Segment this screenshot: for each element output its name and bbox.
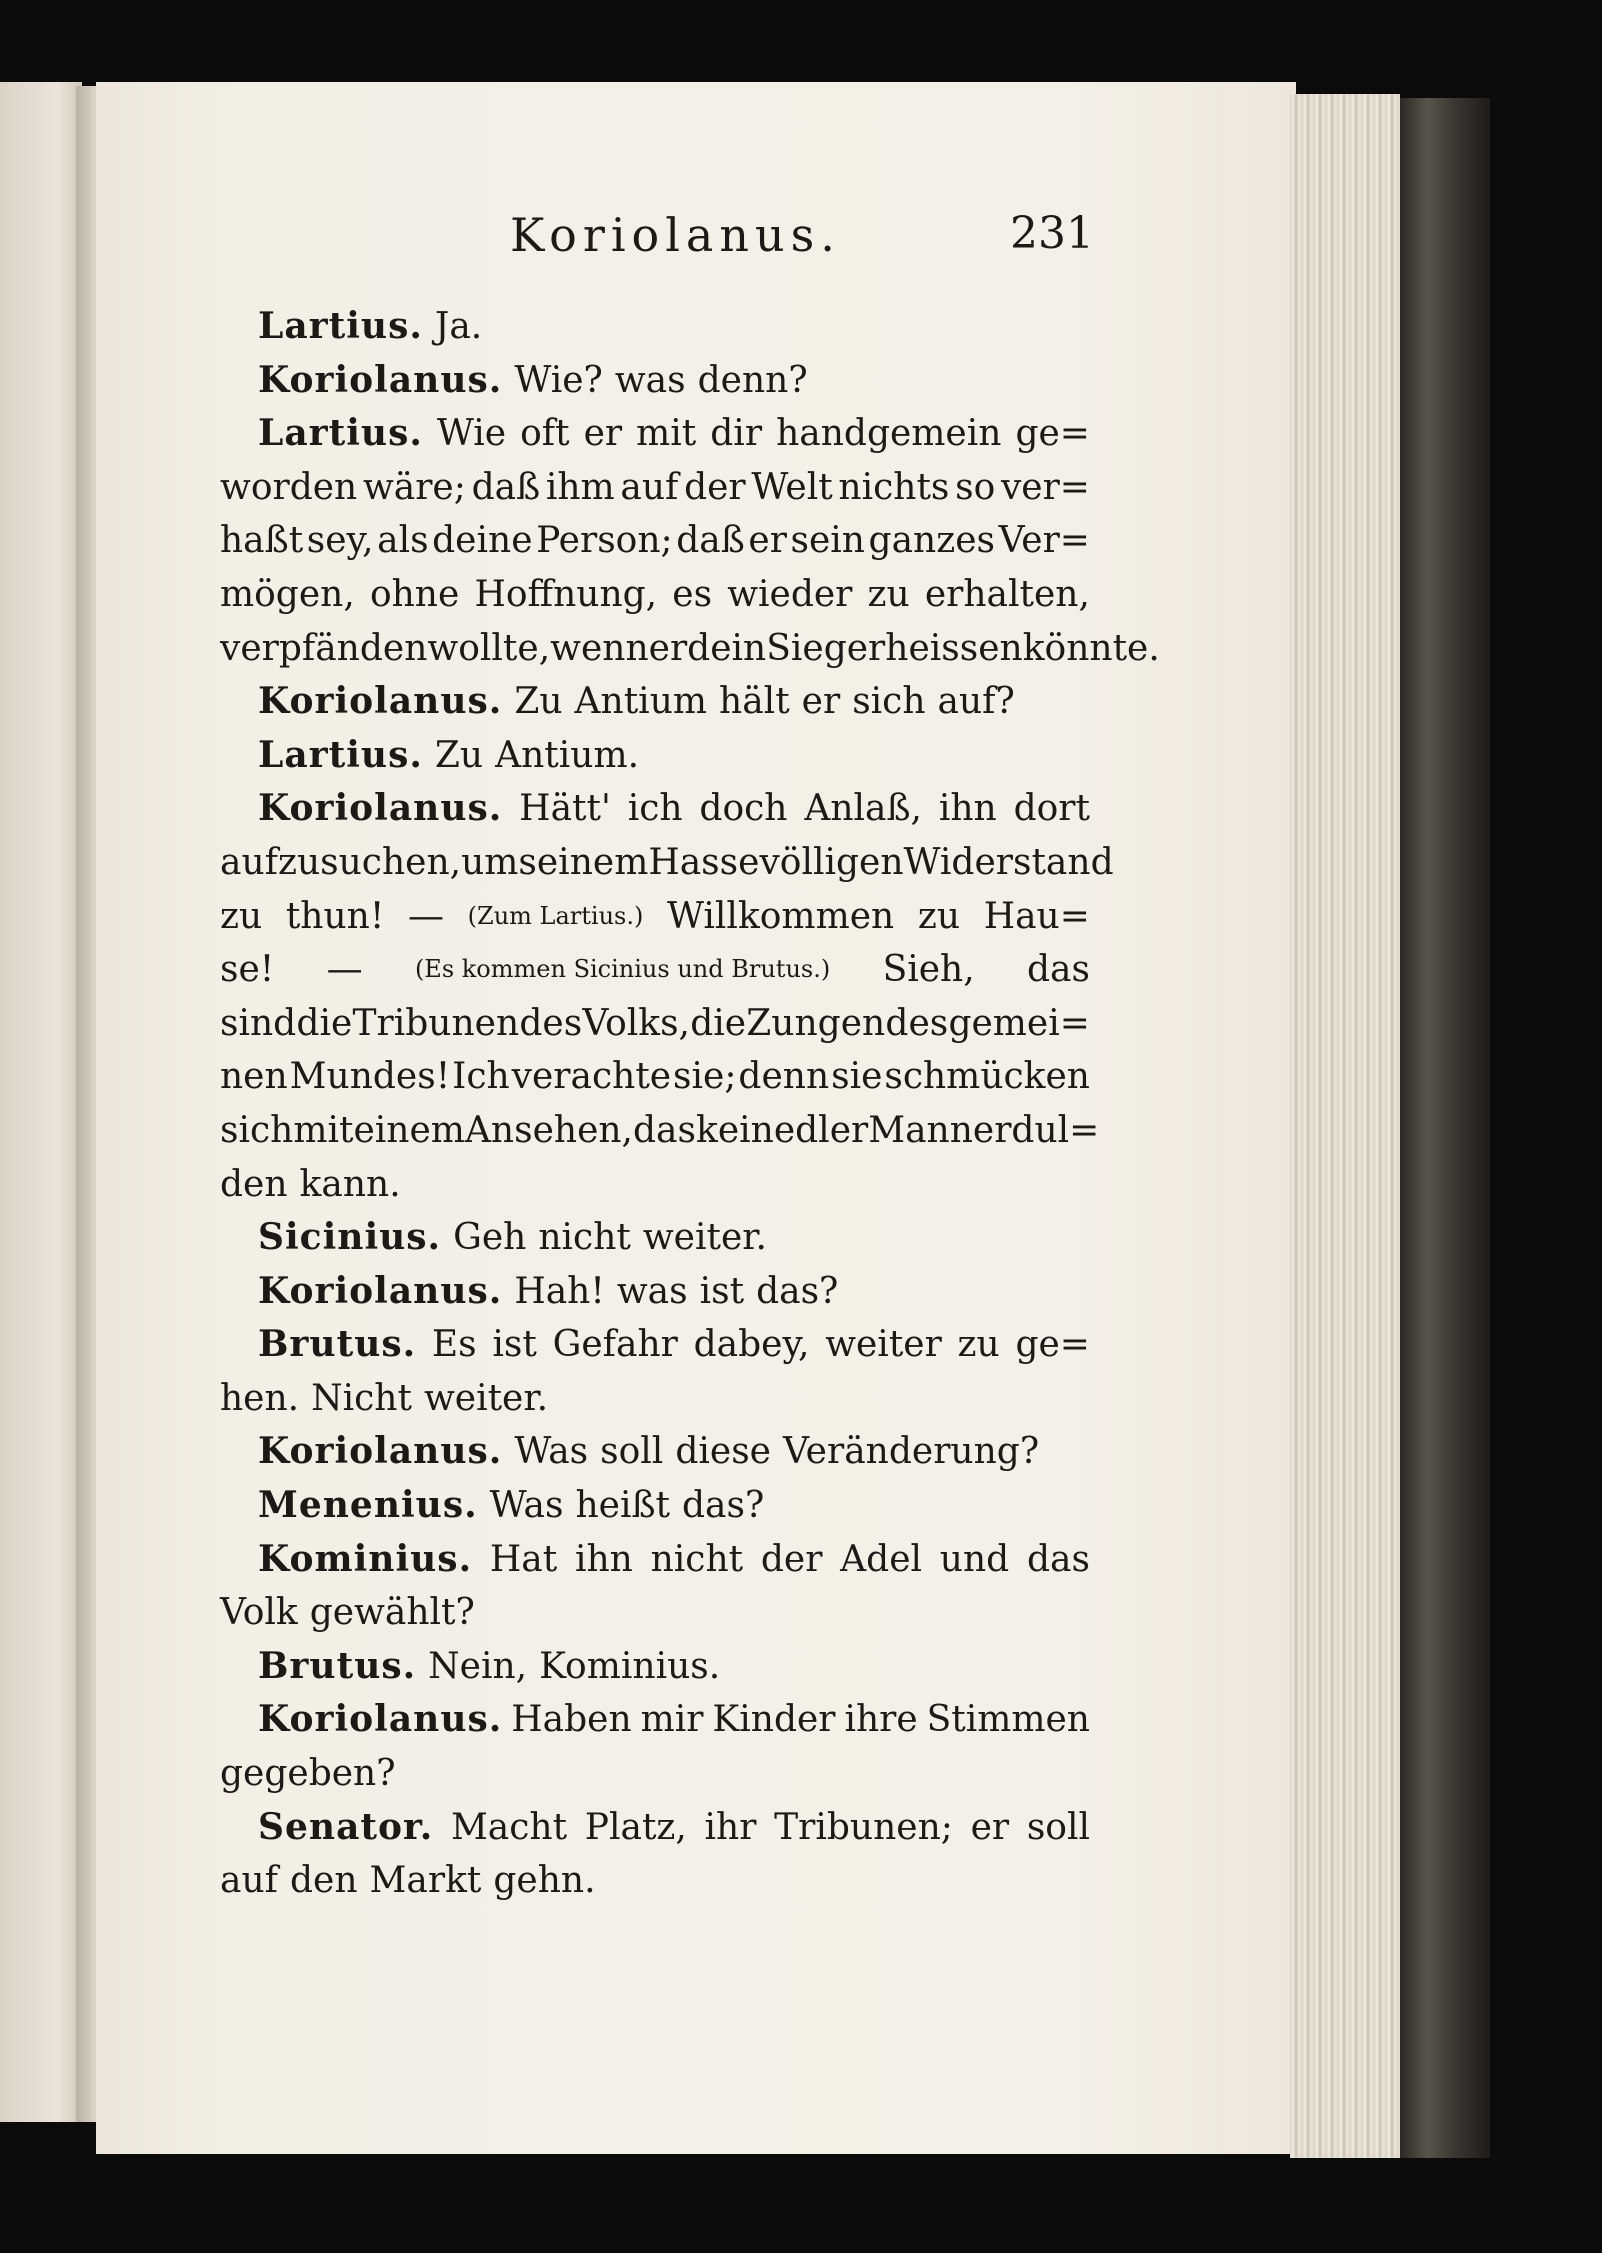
word: Zungen xyxy=(746,1002,886,1044)
word: wieder xyxy=(727,573,853,615)
word: zu xyxy=(957,1324,1000,1366)
word: Platz, xyxy=(584,1806,687,1848)
word: Widerstand xyxy=(903,841,1114,883)
word: ihn xyxy=(938,788,997,830)
word: Anlaß, xyxy=(804,788,922,830)
word: Willkommen xyxy=(667,895,895,937)
word: und xyxy=(939,1538,1010,1580)
text-line xyxy=(220,407,1090,461)
text-line xyxy=(220,1265,1090,1319)
word: Kinder xyxy=(712,1699,836,1741)
word: sich xyxy=(852,681,926,723)
speaker-name: Koriolanus. xyxy=(258,358,503,401)
word: Ja. xyxy=(434,306,483,347)
word: Tribunen; xyxy=(774,1806,953,1848)
word: das xyxy=(1026,1538,1090,1580)
word: Haben xyxy=(511,1699,632,1741)
word: einem xyxy=(353,1109,465,1151)
word: er xyxy=(748,520,787,562)
stage-direction: (Es kommen Sicinius und Brutus.) xyxy=(414,955,831,984)
text-line xyxy=(220,1050,1090,1104)
word: ohne xyxy=(369,573,460,615)
running-title: Koriolanus. xyxy=(510,208,841,262)
word: ihre xyxy=(844,1699,918,1741)
word: doch xyxy=(699,788,788,830)
text-line xyxy=(220,1854,1090,1908)
speaker-name: Brutus. xyxy=(258,1644,417,1687)
word: ist xyxy=(492,1324,537,1366)
word: deine xyxy=(432,520,533,562)
word: heissen xyxy=(885,627,1023,669)
text-line xyxy=(220,622,1160,676)
page-edges xyxy=(1290,94,1400,2158)
word: Sieh, xyxy=(882,949,975,991)
word: das xyxy=(1027,949,1090,991)
word: verachte xyxy=(511,1056,672,1098)
word: Mundes! xyxy=(289,1056,451,1098)
word: Was xyxy=(489,1485,564,1527)
word: daß xyxy=(676,520,745,562)
word: mögen, xyxy=(220,573,355,615)
word: der xyxy=(760,1538,823,1580)
text-line xyxy=(220,568,1090,622)
word: — xyxy=(408,895,444,937)
speaker-name: Sicinius. xyxy=(258,1216,442,1259)
word: denn xyxy=(738,1056,830,1098)
speaker-name: Lartius. xyxy=(258,305,423,347)
word: des xyxy=(885,1002,949,1044)
text-line xyxy=(220,354,1090,408)
word: handgemein xyxy=(776,413,1002,455)
word: aufzusuchen, xyxy=(220,841,462,883)
word: er xyxy=(970,1806,1010,1848)
text-line xyxy=(220,943,1090,997)
word: se! xyxy=(220,949,275,991)
word: Volk xyxy=(220,1592,298,1634)
word: so xyxy=(955,466,996,508)
word: Tribunen xyxy=(352,1002,520,1044)
word: thun! xyxy=(285,895,385,937)
word: des xyxy=(519,1002,583,1044)
word: den xyxy=(289,1860,358,1902)
word: erdul= xyxy=(972,1109,1100,1151)
word: es xyxy=(672,573,713,615)
word: Ich xyxy=(452,1056,510,1098)
word: erhalten, xyxy=(924,573,1090,615)
word: ihn xyxy=(574,1538,633,1580)
word: Gefahr xyxy=(552,1324,678,1366)
text-line xyxy=(220,675,1090,729)
word: dort xyxy=(1013,788,1090,830)
word: als xyxy=(377,520,429,562)
word: schmücken xyxy=(884,1056,1090,1098)
word: mir xyxy=(640,1699,704,1741)
word: wäre; xyxy=(362,466,466,508)
word: seinem xyxy=(518,841,649,883)
word: edler xyxy=(773,1109,869,1151)
word: ganzes xyxy=(868,520,995,562)
word: Volks, xyxy=(582,1002,690,1044)
word: Macht xyxy=(450,1806,568,1848)
word: Zu xyxy=(434,734,484,776)
word: das xyxy=(633,1109,696,1151)
word: wollte, xyxy=(427,627,551,669)
word: zu xyxy=(867,573,910,615)
word: auf? xyxy=(937,681,1015,723)
speaker-name: Koriolanus. xyxy=(258,680,503,723)
word: diese xyxy=(675,1431,771,1473)
word: kein xyxy=(696,1109,774,1151)
page-number: 231 xyxy=(1010,208,1094,259)
word: Wie? xyxy=(514,359,603,401)
text-line xyxy=(220,1211,1090,1265)
text-line xyxy=(220,997,1090,1051)
word: Antium xyxy=(574,681,708,723)
word: er xyxy=(801,681,841,723)
word: soll xyxy=(600,1431,664,1473)
speaker-name: Menenius. xyxy=(258,1484,478,1527)
speaker-name: Koriolanus. xyxy=(258,1430,503,1473)
word: Hah! xyxy=(514,1270,605,1312)
text-line xyxy=(220,1479,1090,1533)
word: Welt xyxy=(751,466,833,508)
word: Nicht xyxy=(311,1377,412,1419)
speaker-name: Brutus. xyxy=(258,1323,417,1366)
word: dir xyxy=(710,413,763,455)
word: Hasse xyxy=(648,841,760,883)
word: sie; xyxy=(673,1056,737,1098)
word: daß xyxy=(471,466,541,508)
word: Es xyxy=(431,1324,477,1366)
word: nen xyxy=(220,1056,288,1098)
text-line xyxy=(220,461,1090,515)
text-line xyxy=(220,300,1090,354)
word: Kominius. xyxy=(539,1645,721,1687)
text-line xyxy=(220,1693,1090,1747)
word: Markt xyxy=(369,1860,482,1902)
page-header xyxy=(220,208,1100,278)
word: ihm xyxy=(545,466,615,508)
word: Ver= xyxy=(998,520,1090,562)
word: auf xyxy=(620,466,679,508)
text-line xyxy=(220,836,1114,890)
speaker-name: Koriolanus. xyxy=(258,1269,503,1312)
word: er xyxy=(648,627,688,669)
word: wenn xyxy=(550,627,649,669)
text-line xyxy=(220,1104,1100,1158)
word: mit xyxy=(293,1109,354,1151)
word: könnte. xyxy=(1022,627,1160,669)
word: gewählt? xyxy=(309,1592,475,1634)
body-text xyxy=(220,300,1160,1908)
word: sein xyxy=(790,520,865,562)
word: ge= xyxy=(1015,1324,1090,1366)
word: Ansehen, xyxy=(464,1109,634,1151)
word: Wie xyxy=(436,413,507,455)
word: worden xyxy=(220,466,358,508)
word: er xyxy=(583,413,623,455)
word: dein xyxy=(687,627,767,669)
left-page-edge xyxy=(0,82,82,2122)
word: heißt xyxy=(575,1485,670,1527)
text-line xyxy=(220,514,1090,568)
speaker-name: Koriolanus. xyxy=(258,1698,503,1741)
word: sie xyxy=(831,1056,883,1098)
text-line xyxy=(220,1372,1090,1426)
word: nicht xyxy=(650,1538,744,1580)
text-line xyxy=(220,1801,1090,1855)
speaker-name: Lartius. xyxy=(258,733,423,776)
text-line xyxy=(220,1533,1090,1587)
text-line xyxy=(220,729,1090,783)
text-line xyxy=(220,1318,1090,1372)
word: ver= xyxy=(1000,466,1090,508)
word: denn? xyxy=(697,359,808,401)
text-line xyxy=(220,782,1090,836)
text-line xyxy=(220,890,1090,944)
text-line xyxy=(220,1425,1090,1479)
word: soll xyxy=(1026,1806,1090,1848)
word: Geh xyxy=(453,1217,527,1259)
text-line xyxy=(220,1640,1090,1694)
word: auf xyxy=(220,1860,278,1902)
word: das? xyxy=(682,1485,765,1527)
word: die xyxy=(690,1002,747,1044)
speaker-name: Senator. xyxy=(258,1805,434,1848)
word: Sieger xyxy=(766,627,886,669)
word: gemei= xyxy=(948,1002,1090,1044)
word: nicht xyxy=(538,1217,631,1259)
word: kann. xyxy=(299,1163,401,1205)
word: sind xyxy=(220,1002,297,1044)
word: Hau= xyxy=(983,895,1090,937)
word: sich xyxy=(220,1109,294,1151)
word: oft xyxy=(520,413,570,455)
word: Person; xyxy=(536,520,673,562)
word: dabey, xyxy=(693,1324,810,1366)
word: nichts xyxy=(838,466,950,508)
word: weiter. xyxy=(642,1217,767,1259)
word: ihr xyxy=(704,1806,757,1848)
word: den xyxy=(220,1163,288,1205)
word: zu xyxy=(220,895,263,937)
word: völligen xyxy=(759,841,904,883)
text-line xyxy=(220,1158,1090,1212)
speaker-name: Kominius. xyxy=(258,1537,473,1580)
text-line xyxy=(220,1586,1090,1640)
word: haßt xyxy=(220,520,304,562)
book-cover-edge xyxy=(1400,98,1490,2158)
word: mit xyxy=(636,413,697,455)
word: weiter. xyxy=(423,1377,549,1419)
word: Stimmen xyxy=(926,1699,1090,1741)
word: Mann xyxy=(868,1109,973,1151)
word: was xyxy=(616,1270,688,1312)
word: Adel xyxy=(840,1538,923,1580)
word: ist xyxy=(699,1270,745,1312)
text-line xyxy=(220,1747,1090,1801)
word: sey, xyxy=(306,520,374,562)
word: Zu xyxy=(514,681,563,723)
word: — xyxy=(326,949,363,991)
word: hen. xyxy=(220,1377,300,1419)
word: Hoffnung, xyxy=(474,573,658,615)
speaker-name: Lartius. xyxy=(258,412,423,455)
word: Veränderung? xyxy=(782,1431,1040,1473)
word: ge= xyxy=(1015,413,1090,455)
word: das? xyxy=(756,1270,839,1312)
word: Hat xyxy=(489,1538,558,1580)
word: verpfänden xyxy=(220,627,428,669)
word: weiter xyxy=(825,1324,942,1366)
word: hält xyxy=(719,681,790,723)
word: um xyxy=(461,841,519,883)
word: Antium. xyxy=(495,734,640,776)
word: gegeben? xyxy=(220,1753,396,1795)
word: ich xyxy=(627,788,683,830)
word: Hätt' xyxy=(519,788,611,830)
word: der xyxy=(684,466,746,508)
word: zu xyxy=(917,895,961,937)
word: Was xyxy=(514,1431,589,1473)
word: gehn. xyxy=(493,1860,596,1902)
word: Nein, xyxy=(428,1645,528,1687)
speaker-name: Koriolanus. xyxy=(258,787,503,830)
stage-direction: (Zum Lartius.) xyxy=(467,901,644,930)
word: die xyxy=(296,1002,353,1044)
word: was xyxy=(614,359,686,401)
